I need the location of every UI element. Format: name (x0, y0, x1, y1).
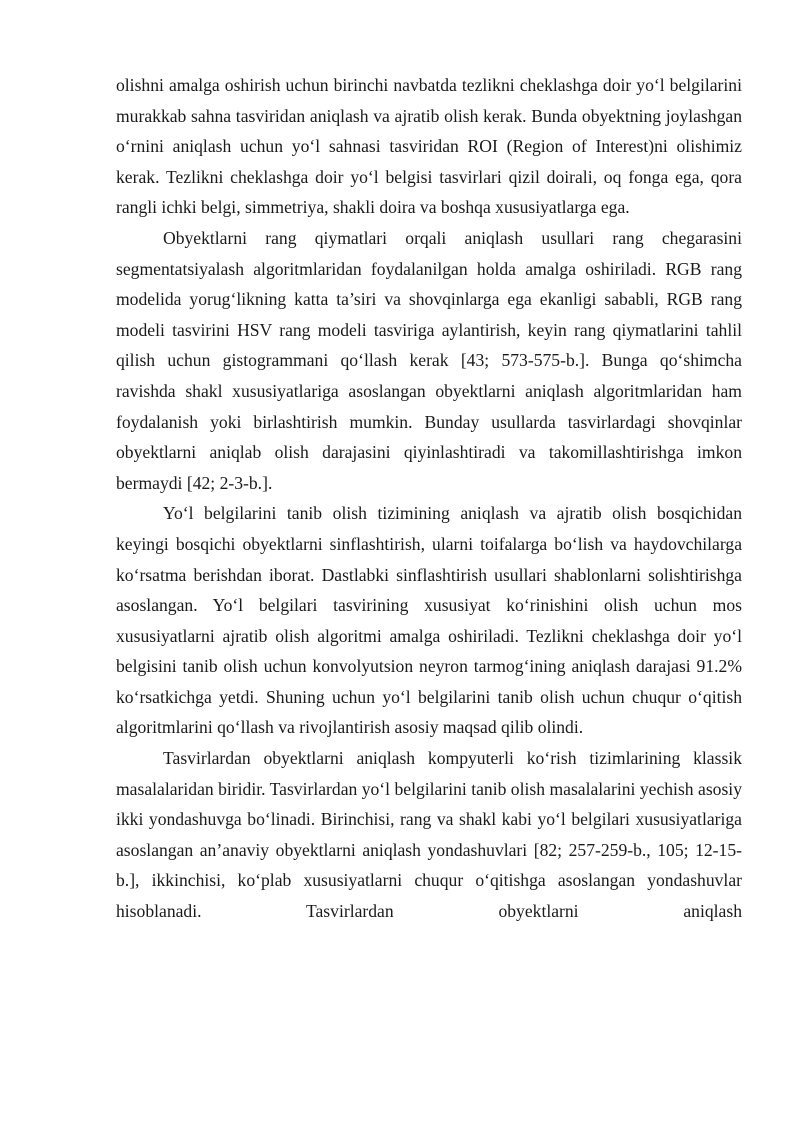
paragraph-3: Yo‘l belgilarini tanib olish tizimining aniqlash va ajratib olish bosqichidan keyingi bosqichi obyektlarni sinflashtirish, ularni toifalarga bo‘lish va haydovchilarga ko‘rsatma berishdan iborat. Dastlabki sinflashtirish usullari shablonlarni solishtirishga asoslangan. Yo‘l belgilari tasvirining xususiyat ko‘rinishini olish uchun mos xususiyatlarni ajratib olish algoritmi amalga oshiriladi. Tezlikni cheklashga doir yo‘l belgisini tanib olish uchun konvolyutsion neyron tarmog‘ining aniqlash darajasi 91.2% ko‘rsatkichga yetdi. Shuning uchun yo‘l belgilarini tanib olish uchun chuqur o‘qitish algoritmlarini qo‘llash va rivojlantirish asosiy maqsad qilib olindi. (116, 503, 742, 738)
document-page (116, 70, 742, 927)
paragraph-4: Tasvirlardan obyektlarni aniqlash kompyuterli ko‘rish tizimlarining klassik masalalaridan biridir. Tasvirlardan yo‘l belgilarini tanib olish masalalarini yechish asosiy ikki yondashuvga bo‘linadi. Birinchisi, rang va shakl kabi yo‘l belgilari xususiyatlariga asoslangan an’anaviy obyektlarni aniqlash yondashuvlari [82; 257-259-b., 105; 12-15-b.], ikkinchisi, ko‘plab xususiyatlarni chuqur o‘qitishga asoslangan yondashuvlar hisoblanadi. Tasvirlardan obyektlarni aniqlash (116, 748, 742, 922)
paragraph-1: olishni amalga oshirish uchun birinchi navbatda tezlikni cheklashga doir yo‘l belgilarini murakkab sahna tasviridan aniqlash va ajratib olish kerak. Bunda obyektning joylashgan o‘rnini aniqlash uchun yo‘l sahnasi tasviridan ROI (Region of Interest)ni olishimiz kerak. Tezlikni cheklashga doir yo‘l belgisi tasvirlari qizil doirali, oq fonga ega, qora rangli ichki belgi, simmetriya, shakli doira va boshqa xususiyatlarga ega. (116, 75, 742, 218)
paragraph-2: Obyektlarni rang qiymatlari orqali aniqlash usullari rang chegarasini segmentatsiyalash algoritmlaridan foydalanilgan holda amalga oshiriladi. RGB rang modelida yorug‘likning katta ta’siri va shovqinlarga ega ekanligi sababli, RGB rang modeli tasvirini HSV rang modeli tasviriga aylantirish, keyin rang qiymatlarini tahlil qilish uchun gistogrammani qo‘llash kerak [43; 573-575-b.]. Bunga qo‘shimcha ravishda shakl xususiyatlariga asoslangan obyektlarni aniqlash algoritmlaridan ham foydalanish yoki birlashtirish mumkin. Bunday usullarda tasvirlardagi shovqinlar obyektlarni aniqlab olish darajasini qiyinlashtiradi va takomillashtirishga imkon bermaydi [42; 2-3-b.]. (116, 227, 742, 493)
